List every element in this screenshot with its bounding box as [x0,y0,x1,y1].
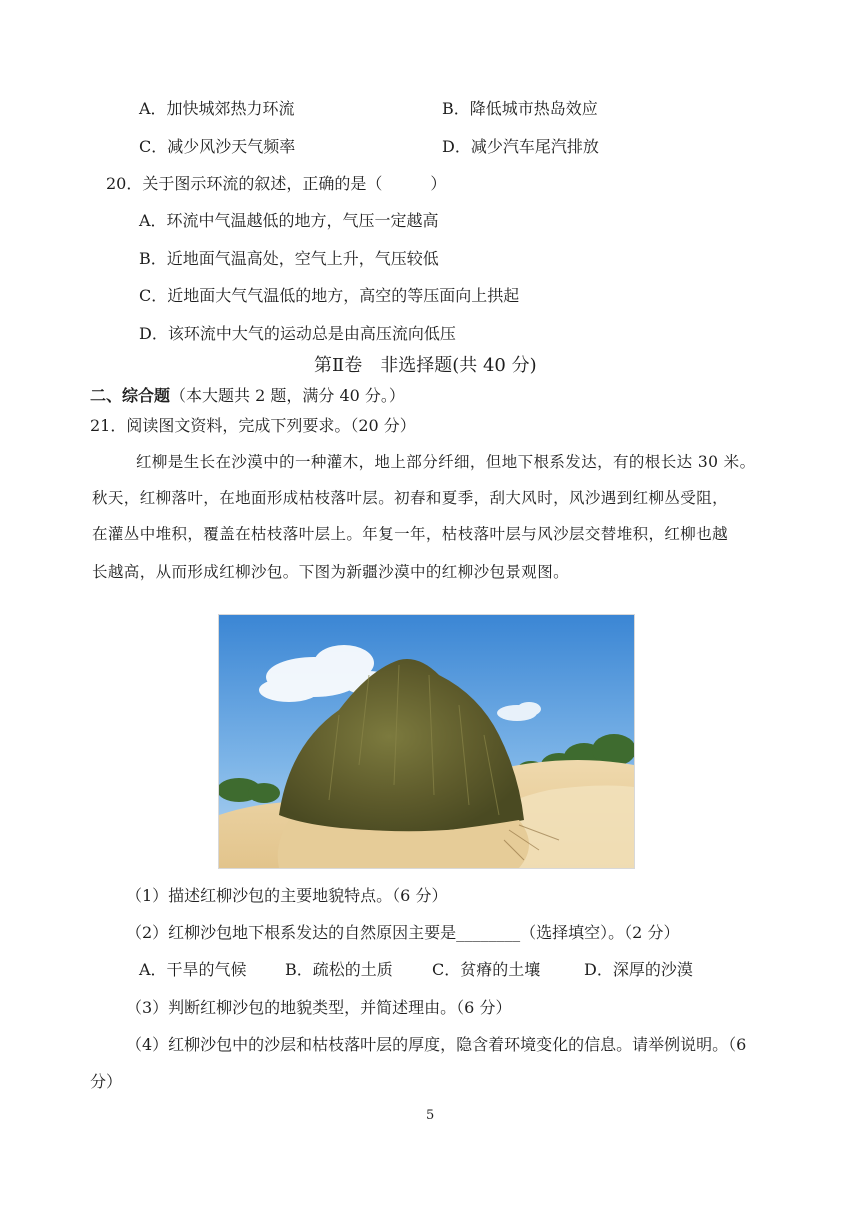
q20-stem: 20．关于图示环流的叙述，正确的是（ ） [106,174,447,193]
q19-option-d: D．减少汽车尾汽排放 [442,137,599,156]
q19-option-c: C．减少风沙天气频率 [139,137,296,156]
page-number: 5 [426,1108,435,1123]
q21-sub3: （3）判断红柳沙包的地貌类型，并简述理由。（6 分） [126,998,512,1017]
q21-passage-line-1: 红柳是生长在沙漠中的一种灌木，地上部分纤细，但地下根系发达，有的根长达 30 米。 [136,453,756,471]
q21-passage-line-4: 长越高，从而形成红柳沙包。下图为新疆沙漠中的红柳沙包景观图。 [92,563,570,581]
q21-sub2-option-b: B．疏松的土质 [285,960,393,979]
landscape-image [219,615,634,868]
q21-stem: 21．阅读图文资料，完成下列要求。（20 分） [90,416,416,435]
q21-sub4-line-1: （4）红柳沙包中的沙层和枯枝落叶层的厚度，隐含着环境变化的信息。请举例说明。（6 [126,1035,747,1054]
q20-option-a: A．环流中气温越低的地方，气压一定越高 [139,211,439,230]
q21-sub1: （1）描述红柳沙包的主要地貌特点。（6 分） [126,886,448,905]
q21-sub4-line-2: 分） [90,1072,123,1091]
q21-passage-line-2: 秋天，红柳落叶，在地面形成枯枝落叶层。初春和夏季，刮大风时，风沙遇到红柳丛受阻， [92,489,729,507]
section-heading-note: （本大题共 2 题，满分 40 分。） [170,386,405,405]
q21-sub2-option-d: D．深厚的沙漠 [584,960,693,979]
q21-sub2-option-a: A．干旱的气候 [139,960,247,979]
q21-passage-line-3: 在灌丛中堆积，覆盖在枯枝落叶层上。年复一年，枯枝落叶层与风沙层交替堆积，红柳也越 [92,525,729,543]
section-heading-label: 二、综合题 [90,386,171,405]
q20-option-d: D．该环流中大气的运动总是由高压流向低压 [139,324,456,343]
q19-option-b: B．降低城市热岛效应 [442,99,598,118]
q21-sub2-option-c: C．贫瘠的土壤 [432,960,541,979]
q21-sub2: （2）红柳沙包地下根系发达的自然原因主要是________（选择填空）。（2 分） [126,923,680,942]
red-willow-sand-mound-photo [218,614,635,869]
q19-option-a: A．加快城郊热力环流 [139,99,295,118]
q20-option-b: B．近地面气温高处，空气上升，气压较低 [139,249,439,268]
section-heading [90,385,405,407]
section-title: 第Ⅱ卷 非选择题(共 40 分) [314,355,537,376]
q20-option-c: C．近地面大气气温低的地方，高空的等压面向上拱起 [139,286,520,305]
